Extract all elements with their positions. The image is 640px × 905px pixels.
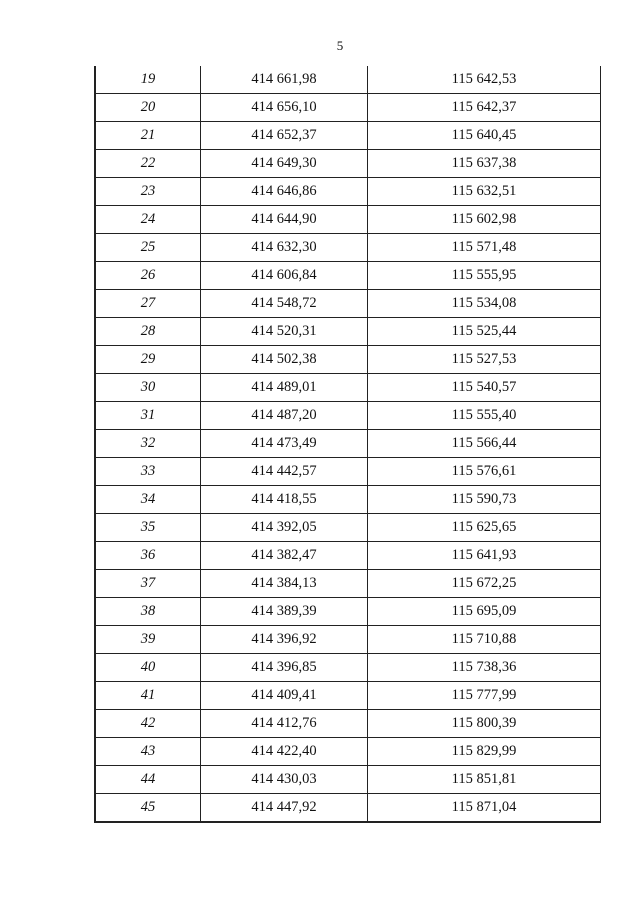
- y-coordinate-cell: 115 534,08: [368, 290, 601, 318]
- coordinates-table-body: [95, 66, 601, 822]
- y-coordinate-cell: 115 672,25: [368, 570, 601, 598]
- table-row: [95, 458, 601, 486]
- y-coordinate-cell: 115 777,99: [368, 682, 601, 710]
- x-coordinate-cell: 414 502,38: [201, 346, 368, 374]
- point-number-cell: 42: [95, 710, 201, 738]
- x-coordinate-cell: 414 652,37: [201, 122, 368, 150]
- y-coordinate-cell: 115 571,48: [368, 234, 601, 262]
- x-coordinate-cell: 414 418,55: [201, 486, 368, 514]
- point-number-cell: 33: [95, 458, 201, 486]
- y-coordinate-cell: 115 695,09: [368, 598, 601, 626]
- y-coordinate-cell: 115 871,04: [368, 794, 601, 823]
- table-row: [95, 290, 601, 318]
- point-number-cell: 39: [95, 626, 201, 654]
- table-row: [95, 402, 601, 430]
- page-number: 5: [336, 38, 344, 53]
- point-number-cell: 21: [95, 122, 201, 150]
- point-number-cell: 41: [95, 682, 201, 710]
- x-coordinate-cell: 414 382,47: [201, 542, 368, 570]
- table-row: [95, 178, 601, 206]
- y-coordinate-cell: 115 710,88: [368, 626, 601, 654]
- x-coordinate-cell: 414 606,84: [201, 262, 368, 290]
- y-coordinate-cell: 115 590,73: [368, 486, 601, 514]
- point-number-cell: 31: [95, 402, 201, 430]
- x-coordinate-cell: 414 384,13: [201, 570, 368, 598]
- table-row: [95, 374, 601, 402]
- table-row: [95, 682, 601, 710]
- x-coordinate-cell: 414 447,92: [201, 794, 368, 823]
- point-number-cell: 35: [95, 514, 201, 542]
- point-number-cell: 19: [95, 66, 201, 94]
- x-coordinate-cell: 414 473,49: [201, 430, 368, 458]
- table-row: [95, 654, 601, 682]
- y-coordinate-cell: 115 540,57: [368, 374, 601, 402]
- y-coordinate-cell: 115 625,65: [368, 514, 601, 542]
- table-row: [95, 626, 601, 654]
- y-coordinate-cell: 115 637,38: [368, 150, 601, 178]
- table-row: [95, 66, 601, 94]
- table-row: [95, 766, 601, 794]
- point-number-cell: 30: [95, 374, 201, 402]
- point-number-cell: 43: [95, 738, 201, 766]
- table-row: [95, 738, 601, 766]
- x-coordinate-cell: 414 487,20: [201, 402, 368, 430]
- y-coordinate-cell: 115 642,53: [368, 66, 601, 94]
- table-row: [95, 710, 601, 738]
- x-coordinate-cell: 414 430,03: [201, 766, 368, 794]
- x-coordinate-cell: 414 392,05: [201, 514, 368, 542]
- coordinates-table: [94, 66, 601, 823]
- point-number-cell: 26: [95, 262, 201, 290]
- y-coordinate-cell: 115 851,81: [368, 766, 601, 794]
- point-number-cell: 44: [95, 766, 201, 794]
- y-coordinate-cell: 115 555,95: [368, 262, 601, 290]
- x-coordinate-cell: 414 632,30: [201, 234, 368, 262]
- point-number-cell: 34: [95, 486, 201, 514]
- y-coordinate-cell: 115 641,93: [368, 542, 601, 570]
- table-row: [95, 318, 601, 346]
- x-coordinate-cell: 414 548,72: [201, 290, 368, 318]
- y-coordinate-cell: 115 602,98: [368, 206, 601, 234]
- table-row: [95, 514, 601, 542]
- table-row: [95, 346, 601, 374]
- table-row: [95, 262, 601, 290]
- y-coordinate-cell: 115 829,99: [368, 738, 601, 766]
- x-coordinate-cell: 414 644,90: [201, 206, 368, 234]
- x-coordinate-cell: 414 422,40: [201, 738, 368, 766]
- point-number-cell: 45: [95, 794, 201, 823]
- table-row: [95, 94, 601, 122]
- point-number-cell: 22: [95, 150, 201, 178]
- y-coordinate-cell: 115 800,39: [368, 710, 601, 738]
- point-number-cell: 38: [95, 598, 201, 626]
- point-number-cell: 37: [95, 570, 201, 598]
- point-number-cell: 24: [95, 206, 201, 234]
- y-coordinate-cell: 115 632,51: [368, 178, 601, 206]
- x-coordinate-cell: 414 396,92: [201, 626, 368, 654]
- table-row: [95, 598, 601, 626]
- table-row: [95, 430, 601, 458]
- table-row: [95, 206, 601, 234]
- y-coordinate-cell: 115 566,44: [368, 430, 601, 458]
- table-row: [95, 794, 601, 823]
- table-row: [95, 570, 601, 598]
- y-coordinate-cell: 115 555,40: [368, 402, 601, 430]
- table-row: [95, 150, 601, 178]
- table-row: [95, 122, 601, 150]
- x-coordinate-cell: 414 442,57: [201, 458, 368, 486]
- y-coordinate-cell: 115 642,37: [368, 94, 601, 122]
- point-number-cell: 29: [95, 346, 201, 374]
- table-row: [95, 542, 601, 570]
- point-number-cell: 36: [95, 542, 201, 570]
- point-number-cell: 32: [95, 430, 201, 458]
- x-coordinate-cell: 414 489,01: [201, 374, 368, 402]
- x-coordinate-cell: 414 412,76: [201, 710, 368, 738]
- point-number-cell: 27: [95, 290, 201, 318]
- x-coordinate-cell: 414 389,39: [201, 598, 368, 626]
- point-number-cell: 23: [95, 178, 201, 206]
- y-coordinate-cell: 115 576,61: [368, 458, 601, 486]
- y-coordinate-cell: 115 640,45: [368, 122, 601, 150]
- x-coordinate-cell: 414 661,98: [201, 66, 368, 94]
- y-coordinate-cell: 115 738,36: [368, 654, 601, 682]
- x-coordinate-cell: 414 409,41: [201, 682, 368, 710]
- point-number-cell: 40: [95, 654, 201, 682]
- y-coordinate-cell: 115 525,44: [368, 318, 601, 346]
- x-coordinate-cell: 414 396,85: [201, 654, 368, 682]
- x-coordinate-cell: 414 649,30: [201, 150, 368, 178]
- y-coordinate-cell: 115 527,53: [368, 346, 601, 374]
- x-coordinate-cell: 414 520,31: [201, 318, 368, 346]
- table-row: [95, 234, 601, 262]
- point-number-cell: 20: [95, 94, 201, 122]
- point-number-cell: 28: [95, 318, 201, 346]
- table-row: [95, 486, 601, 514]
- x-coordinate-cell: 414 646,86: [201, 178, 368, 206]
- x-coordinate-cell: 414 656,10: [201, 94, 368, 122]
- point-number-cell: 25: [95, 234, 201, 262]
